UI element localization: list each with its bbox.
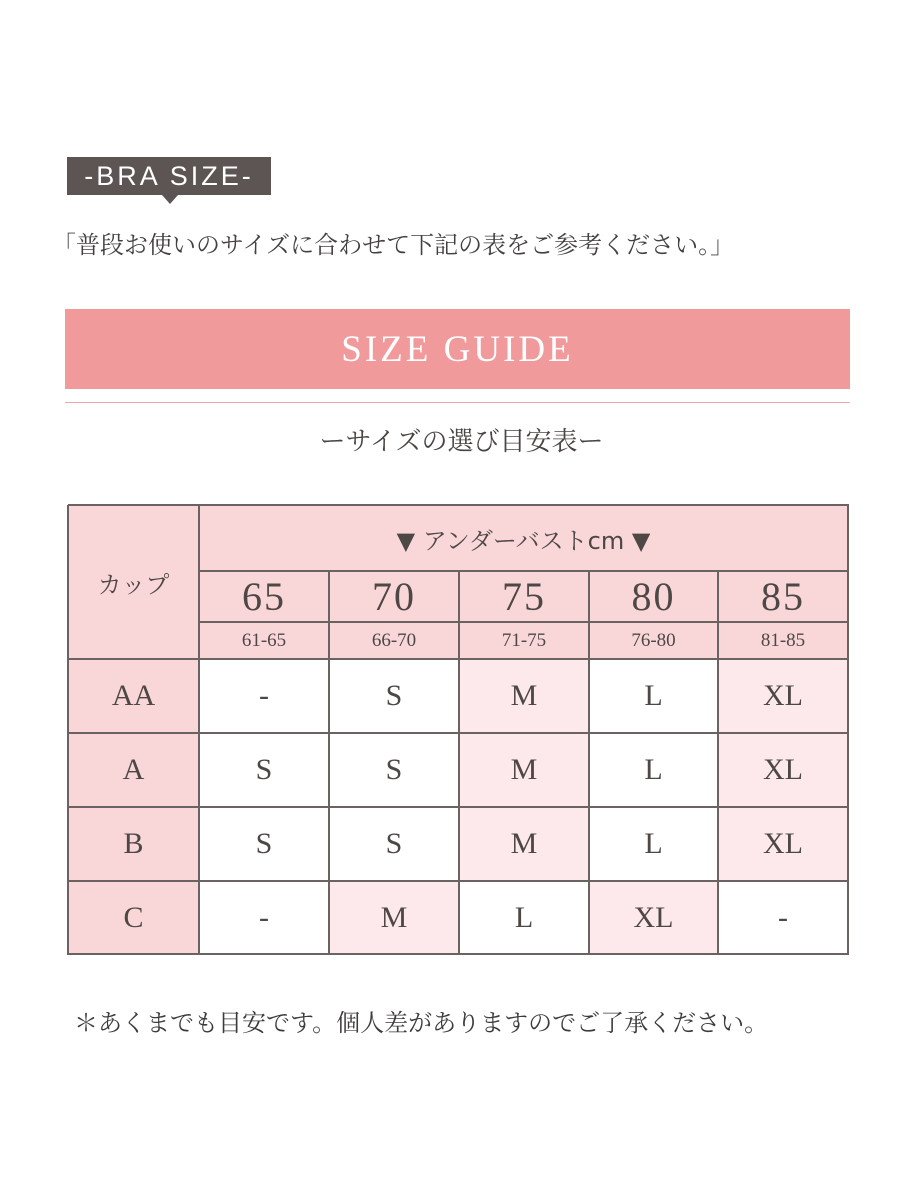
under-bust-range: 81-85 [718, 622, 848, 659]
cup-label: B [68, 807, 199, 881]
table-gridline [199, 621, 848, 623]
table-gridline [199, 570, 848, 572]
bra-size-tag-label: -BRA SIZE- [84, 160, 254, 191]
size-cell: M [459, 659, 589, 733]
under-bust-size: 85 [718, 571, 848, 622]
under-bust-range: 61-65 [199, 622, 329, 659]
bra-size-tag [67, 157, 271, 195]
under-bust-header: ▼ アンダーバストcm ▼ [199, 505, 848, 571]
size-cell: - [718, 881, 848, 954]
size-cell: - [199, 881, 329, 954]
table-border [67, 505, 69, 955]
size-cell: M [459, 807, 589, 881]
size-cell: S [199, 807, 329, 881]
size-cell: L [459, 881, 589, 954]
table-border [68, 504, 849, 506]
size-cell: S [329, 733, 459, 807]
intro-text: 「普段お使いのサイズに合わせて下記の表をご参考ください。」 [52, 231, 735, 259]
size-cell: L [589, 807, 718, 881]
size-guide-banner [65, 309, 850, 389]
under-bust-range: 76-80 [589, 622, 718, 659]
table-subtitle: ーサイズの選び目安表ー [319, 427, 604, 457]
divider [65, 402, 850, 403]
table-gridline [328, 571, 330, 954]
size-cell: XL [718, 659, 848, 733]
table-gridline [717, 571, 719, 954]
size-cell: S [199, 733, 329, 807]
under-bust-size: 75 [459, 571, 589, 622]
size-cell: XL [718, 807, 848, 881]
table-gridline [198, 505, 200, 954]
size-cell: XL [589, 881, 718, 954]
size-cell: S [329, 659, 459, 733]
under-bust-size: 80 [589, 571, 718, 622]
table-border [847, 505, 849, 955]
table-gridline [588, 571, 590, 954]
cup-label: AA [68, 659, 199, 733]
tag-pointer-shape [162, 195, 178, 204]
size-cell: L [589, 659, 718, 733]
under-bust-range: 66-70 [329, 622, 459, 659]
banner-title: SIZE GUIDE [341, 328, 574, 370]
size-cell: S [329, 807, 459, 881]
cup-label: C [68, 881, 199, 954]
under-bust-size: 70 [329, 571, 459, 622]
size-cell: - [199, 659, 329, 733]
table-gridline [458, 571, 460, 954]
size-cell: XL [718, 733, 848, 807]
under-bust-size: 65 [199, 571, 329, 622]
cup-label: A [68, 733, 199, 807]
size-cell: L [589, 733, 718, 807]
under-bust-range: 71-75 [459, 622, 589, 659]
size-cell: M [329, 881, 459, 954]
footnote: ＊あくまでも目安です。個人差がありますのでご了承ください。 [74, 1009, 769, 1037]
cup-header: カップ [68, 505, 199, 659]
size-cell: M [459, 733, 589, 807]
